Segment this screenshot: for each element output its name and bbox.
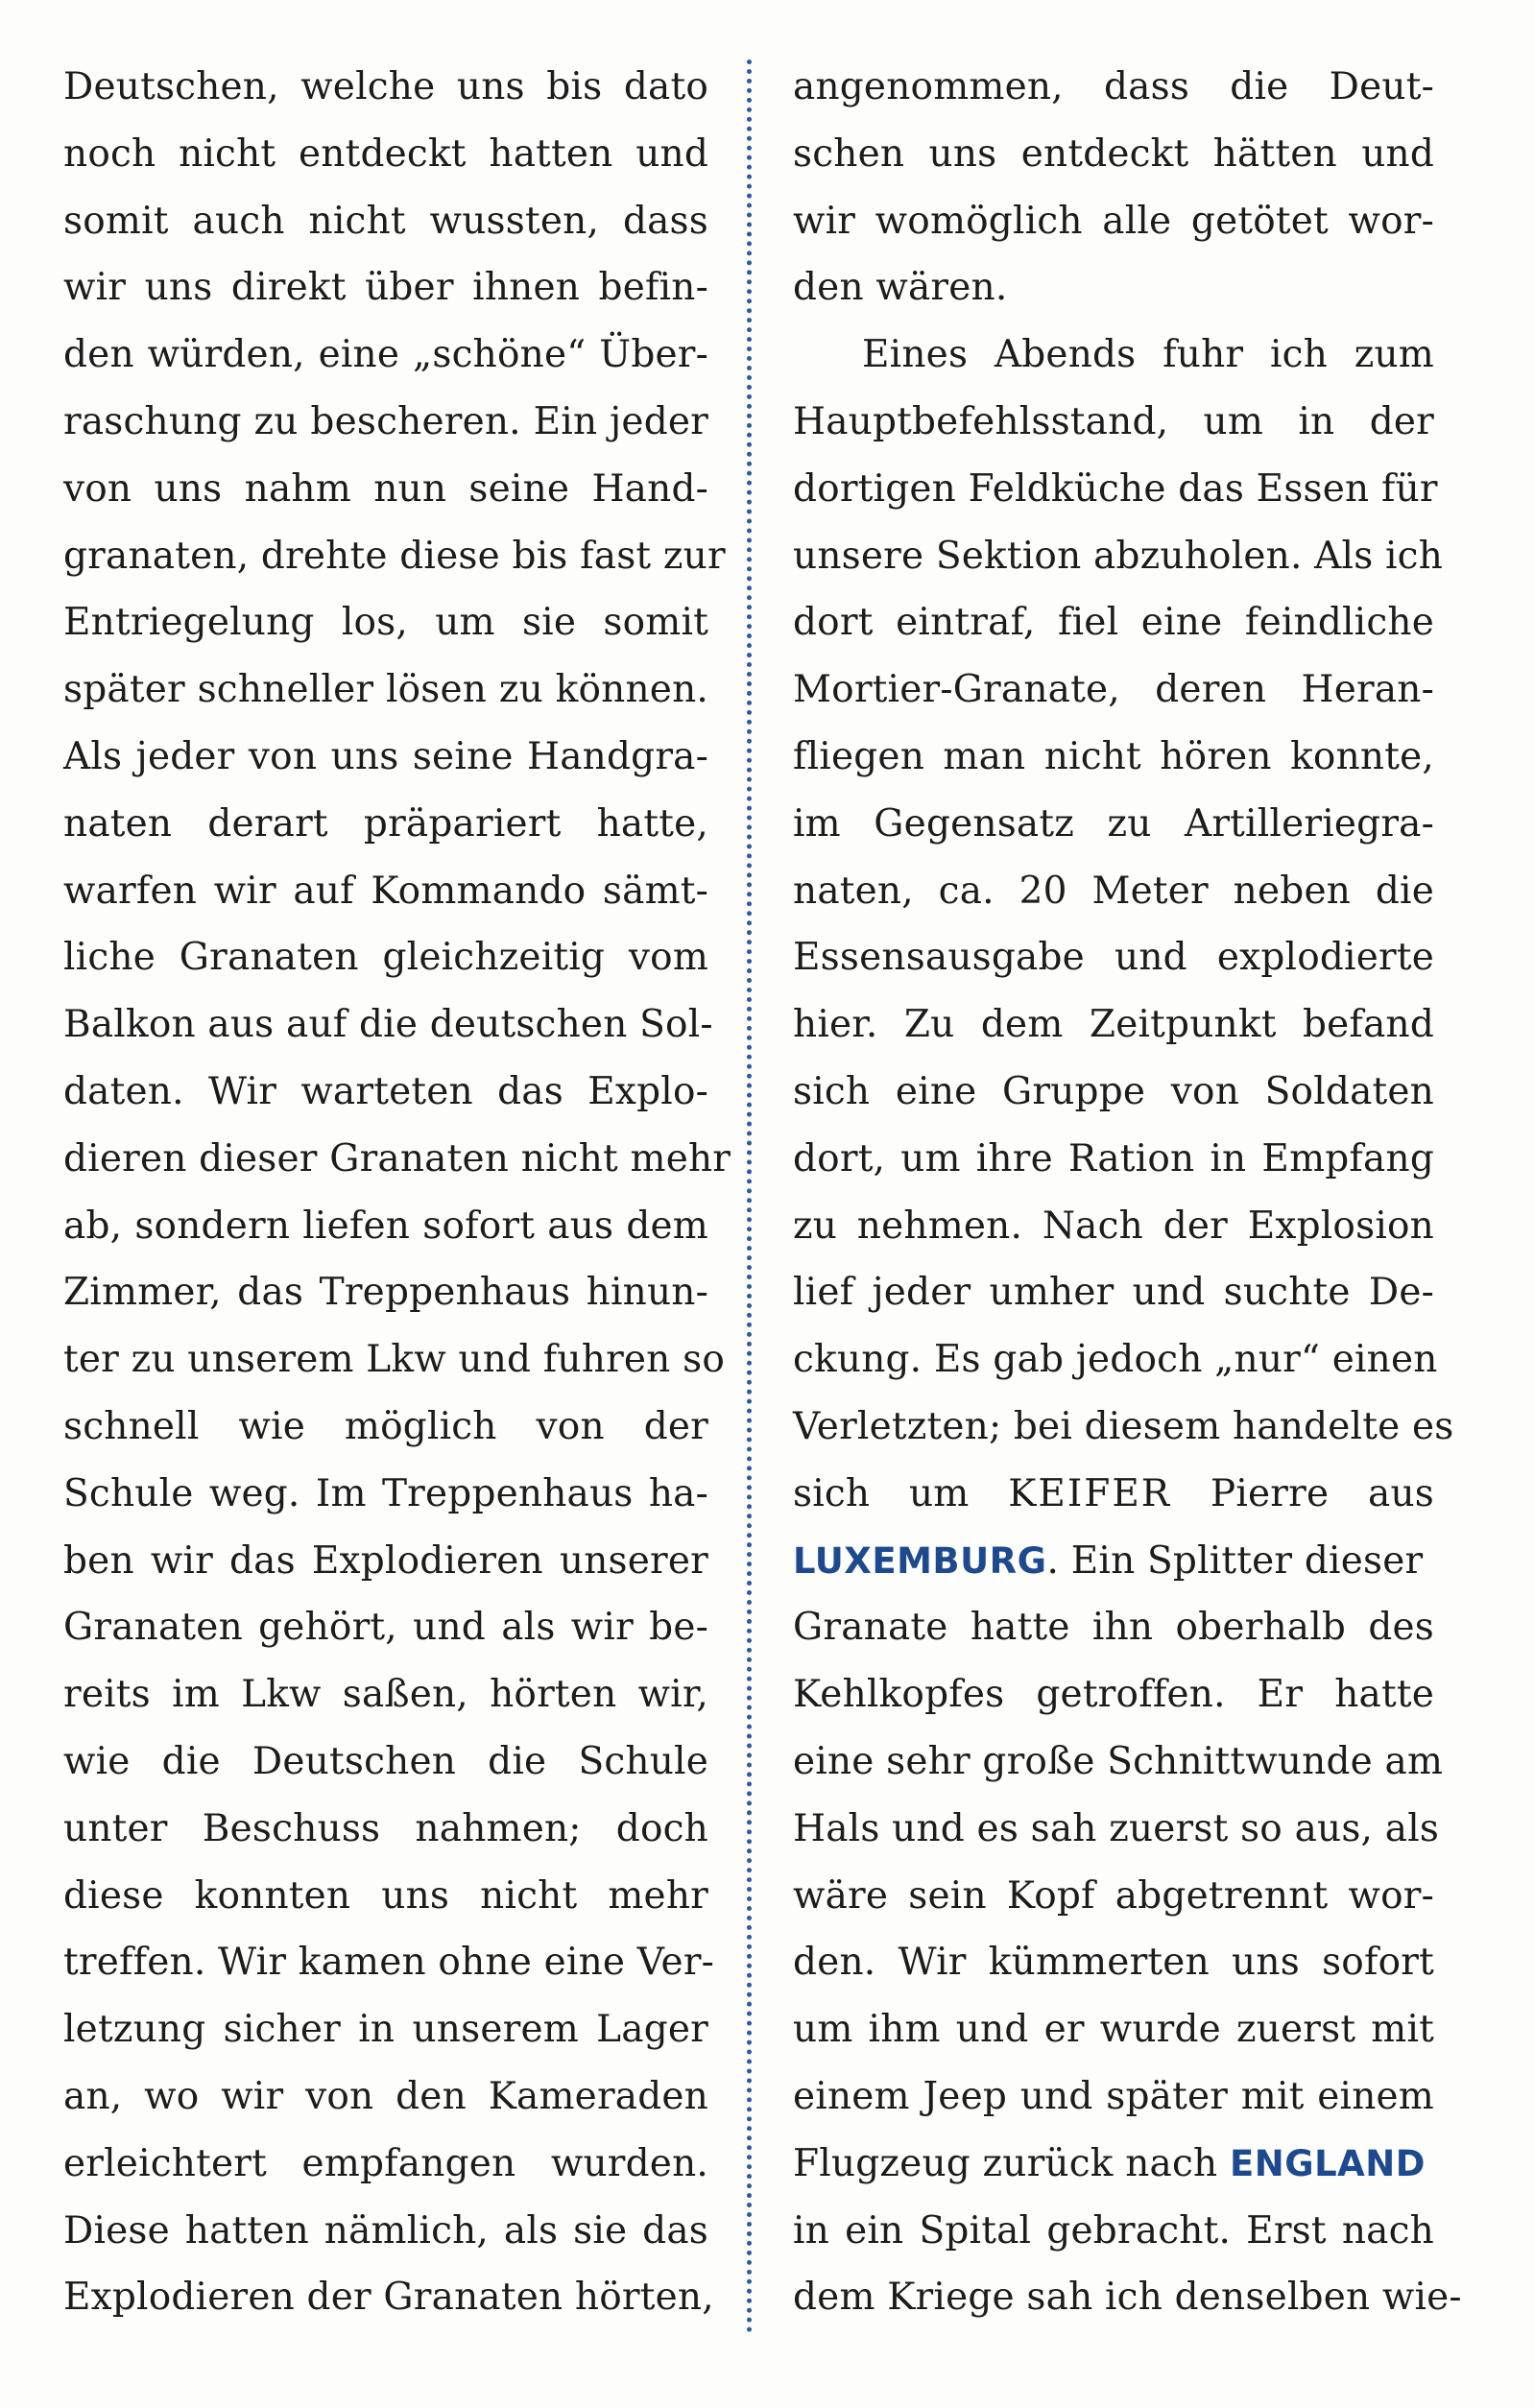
column-divider bbox=[747, 60, 752, 2334]
text-line: unsere Sektion abzuholen. Als ich bbox=[793, 534, 1444, 578]
text-line: dieren dieser Granaten nicht mehr bbox=[63, 1136, 731, 1180]
text-line: sich eine Gruppe von Soldaten bbox=[793, 1069, 1434, 1113]
text-line: Deutschen, welche uns bis dato bbox=[63, 65, 708, 108]
text-line-keifer bbox=[793, 1461, 1434, 1528]
text-line: Explodieren der Granaten hörten, bbox=[63, 2276, 714, 2320]
text-line: Kehlkopfes getroffen. Er hatte bbox=[793, 1673, 1434, 1717]
text-line: ckung. Es gab jedoch „nur“ einen bbox=[793, 1338, 1438, 1382]
text-line: liche Granaten gleichzeitig vom bbox=[63, 936, 708, 980]
text-line: Verletzten; bei diesem handelte es bbox=[793, 1404, 1454, 1448]
text-line: Schule weg. Im Treppenhaus ha- bbox=[63, 1471, 708, 1515]
text-line-luxembourg bbox=[793, 1528, 1434, 1595]
text-line: Balkon aus auf die deutschen Sol- bbox=[63, 1003, 713, 1047]
text-line: Hauptbefehlsstand, um in der bbox=[793, 399, 1434, 443]
text-line: dort eintraf, fiel eine feindliche bbox=[793, 601, 1434, 645]
text-line: in ein Spital gebracht. Erst nach bbox=[793, 2208, 1434, 2253]
text-line: Eines Abends fuhr ich zum bbox=[862, 333, 1434, 377]
text-line: dortigen Feldküche das Essen für bbox=[793, 466, 1438, 511]
text-line: Granaten gehört, und als wir be- bbox=[63, 1606, 708, 1650]
text-line: wäre sein Kopf abgetrennt wor- bbox=[793, 1873, 1434, 1918]
text-line: Granate hatte ihn oberhalb des bbox=[793, 1606, 1434, 1650]
text-line: noch nicht entdeckt hatten und bbox=[63, 131, 708, 176]
person-name-keifer: KEIFER bbox=[1008, 1471, 1172, 1515]
text-line: naten derart präpariert hatte, bbox=[63, 801, 708, 846]
text-line: raschung zu bescheren. Ein jeder bbox=[63, 399, 708, 443]
text-line: wie die Deutschen die Schule bbox=[63, 1739, 708, 1783]
text-line: Mortier-Granate, deren Heran- bbox=[793, 668, 1434, 712]
text-line: granaten, drehte diese bis fast zur bbox=[63, 534, 726, 578]
text-line: im Gegensatz zu Artilleriegra- bbox=[793, 801, 1434, 846]
text-line: ab, sondern liefen sofort aus dem bbox=[63, 1204, 708, 1248]
text-line: dort, um ihre Ration in Empfang bbox=[793, 1136, 1434, 1180]
text-line: angenommen, dass die Deut- bbox=[793, 65, 1434, 108]
text-line: Entriegelung los, um sie somit bbox=[63, 601, 708, 645]
left-column bbox=[63, 54, 731, 2331]
place-name-luxembourg: LUXEMBURG bbox=[793, 1539, 1047, 1582]
place-name-england: ENGLAND bbox=[1229, 2142, 1426, 2184]
right-column bbox=[793, 54, 1462, 2331]
text-line: an, wo wir von den Kameraden bbox=[63, 2074, 708, 2118]
line-text: Flugzeug zurück nach bbox=[793, 2141, 1230, 2185]
text-line: schen uns entdeckt hätten und bbox=[793, 131, 1434, 176]
text-line: Hals und es sah zuerst so aus, als bbox=[793, 1806, 1440, 1850]
text-line: dem Kriege sah ich denselben wie- bbox=[793, 2276, 1462, 2320]
text-line: naten, ca. 20 Meter neben die bbox=[793, 869, 1434, 913]
text-line: den wären. bbox=[793, 266, 1008, 310]
text-line: Diese hatten nämlich, als sie das bbox=[63, 2208, 708, 2253]
text-line: wir uns direkt über ihnen befin- bbox=[63, 266, 708, 310]
text-line: wir womöglich alle getötet wor- bbox=[793, 199, 1434, 243]
text-line: später schneller lösen zu können. bbox=[63, 668, 708, 712]
text-line: schnell wie möglich von der bbox=[63, 1404, 708, 1448]
text-line: eine sehr große Schnittwunde am bbox=[793, 1739, 1444, 1783]
text-line: Als jeder von uns seine Handgra- bbox=[63, 734, 708, 778]
text-line-england bbox=[793, 2131, 1434, 2198]
text-line: treffen. Wir kamen ohne eine Ver- bbox=[63, 1941, 715, 1985]
text-line: unter Beschuss nahmen; doch bbox=[63, 1806, 708, 1850]
text-line: somit auch nicht wussten, dass bbox=[63, 199, 708, 243]
line-text: . Ein Splitter dieser bbox=[1046, 1538, 1424, 1583]
text-line: um ihm und er wurde zuerst mit bbox=[793, 2008, 1434, 2052]
text-line: von uns nahm nun seine Hand- bbox=[63, 466, 708, 511]
text-line: Essensausgabe und explodierte bbox=[793, 936, 1434, 980]
text-line: reits im Lkw saßen, hörten wir, bbox=[63, 1673, 708, 1717]
text-line: hier. Zu dem Zeitpunkt befand bbox=[793, 1003, 1434, 1047]
line-text: Pierre aus bbox=[1210, 1471, 1434, 1515]
text-line: ter zu unserem Lkw und fuhren so bbox=[63, 1338, 725, 1382]
text-line: zu nehmen. Nach der Explosion bbox=[793, 1204, 1434, 1248]
text-line: daten. Wir warteten das Explo- bbox=[63, 1069, 708, 1113]
line-text: sich um bbox=[793, 1471, 970, 1515]
text-line: diese konnten uns nicht mehr bbox=[63, 1873, 708, 1918]
text-line: den würden, eine „schöne“ Über- bbox=[63, 333, 708, 377]
text-line: lief jeder umher und suchte De- bbox=[793, 1271, 1434, 1315]
text-line: fliegen man nicht hören konnte, bbox=[793, 734, 1434, 778]
text-line: Zimmer, das Treppenhaus hinun- bbox=[63, 1271, 708, 1315]
text-line: letzung sicher in unserem Lager bbox=[63, 2008, 708, 2052]
text-line: ben wir das Explodieren unserer bbox=[63, 1538, 708, 1583]
text-line: warfen wir auf Kommando sämt- bbox=[63, 869, 708, 913]
text-line: den. Wir kümmerten uns sofort bbox=[793, 1941, 1434, 1985]
text-line: erleichtert empfangen wurden. bbox=[63, 2141, 708, 2185]
text-line: einem Jeep und später mit einem bbox=[793, 2074, 1434, 2118]
